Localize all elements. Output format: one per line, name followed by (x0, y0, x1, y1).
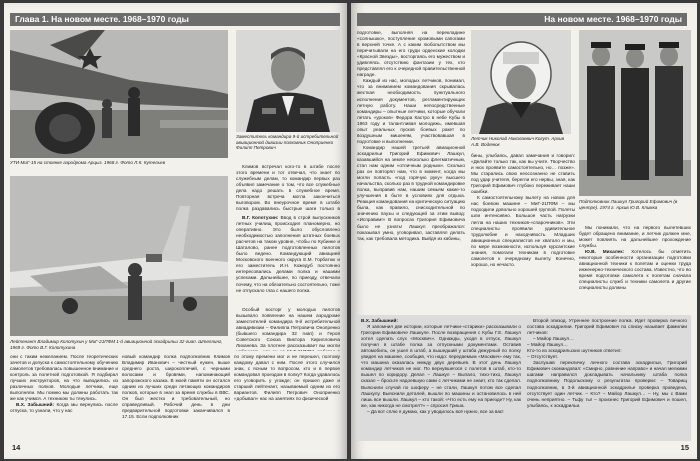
left-text-column-top (236, 164, 340, 212)
paragraph: Климов встречал кого-то в штабе после этого времени и тот отвечал, что знает по служебным делам, то командир первых раз объявил замечание о том, что все служебные дела надо решать в служебное время. Повторная встреча могла закончиться выговором. Во внеурочное время в штабе полка раздавались быстрые шаги только в (236, 164, 340, 212)
paragraph: Второй эпизод. Утреннее построение полка. Идет проверка личного состава эскадрилии. Григорий Ефимович по списку называет фамилии летчиков: (527, 318, 687, 336)
paragraph: Мы понимали, что на первого вылетевших будет обращено внимание, и летчик должен мне, может повлиять на дальнейшее прохождение службы. (579, 225, 691, 249)
paragraph: новый командир полка подполковник Климов Владимир Иванович – честный нужен, выше среднего роста, широкоплечий, с черными волосами и бровями, напоминающий запорожского казака. В моей памяти он остался одним из лучших среди летающих командиров полков, которые в знал за время службы в ВВС. Он был жестко и требовательный, но справедливый. Рабочий день в дни предварительной подготовки заканчивался в 17.15. Если подполковник (122, 354, 230, 420)
paragraph: К самостоятельному вылету на новом для нас боевом машине – МиГ-21ПФМ – мы подходили довольно хорошей группой. Полеты шли интенсивно. Большое часть нагрузки легла на наших техников-«спарочников». Эти специалисты проявили удивительное трудолюбие и находчивость. Младших авиационных специалистов не хватало и мы, по мере возможности, используя курсантские знания, помогали техникам в подготовке самолетов к очередному вылету. Конечно, хорошо, но нечасто. (471, 195, 575, 267)
photo2-caption: Заместитель командира 9-й истребительной авиационной дивизии полковник Оноприенко Филипп Петрович (236, 134, 339, 151)
paragraph: Хотелось бы отметить некоторые особенности организации подготовки авиационной техники к полетам и оценки труда инженерно-технического состава. Известно, что во время подготовки самолета к полетам сначала специалисты служб и техники самолета и другие специалисты должны (579, 249, 691, 291)
photo-mig21-pilot (10, 176, 228, 336)
paragraph: Я запомнил две истории, которые летчики-«старики» рассказывали о Григории Ефимовиче Лашкуле. После возвращения с Кубы Г.Е. Лашкул хотел сделать слух «Москвич». Однажды, уходя в отпуск, Лашкул получил в штабе полка за отпускными документами. Оставив автомобиль, он ушел в штаб, а вышедший у штаба дежурный по полку увидел на машине, сообщив, что надо: передаемым «Москвич» ему так, что машина оказалась между двух деревьев. В этот день Лашкул командир летчиков не мог. По вернувшегося с полетов в штаб, кто-то вышел по коридору. Делал – Лашкул – Выпало, тихо-тихо, Лашкул сказал – бросьте надоевшую сами с летчиками не знает, кто так сделал. Выяснили случай по шоферу – не стали, Лашкул потом все сделал Лашкулу. Выяснили деталей, вышли по машины и остановилось в ней лишь все вышли. Лашкул – кто такой: «Что есть ему на приезде? Ну, как же, как никогда не смотрел?» – спросил Гриша. (361, 324, 521, 408)
speaker-label: В.Х. Забышний: (361, 318, 398, 323)
left-bottom-column-2 (122, 354, 230, 440)
left-bottom-column-1 (10, 354, 118, 440)
interview-box (357, 315, 691, 441)
paragraph: Ввод в строй выпускников летных училищ происходил планомерно, но оперативно. Это было обусловлено необходимостью заполнения штатных боевых расчетов на таком уровне, чтобы по Кубинке и Шаталово, ранее подготовленных пилотов было ведено. Командующий авиацией Московского военного округа Е.М. Горбатюк и его заместитель И.Н. Кожедуб постоянно интересовались делами полка и нашими успехами. Дальнейшее, по приезду, отвечали почему, что на обязательно состоятельно, тоже не отпускало глаз с нашего полка. (236, 215, 340, 293)
right-page (351, 3, 697, 459)
paragraph: – Да вот сплю я думаю, как у уводилось всё нужно, все за вас! (367, 408, 504, 414)
paragraph: Заслушав перекличку личного состава эскадрильи, Григорий Ефимович скомандовал: «Смирно, равнение направо» и начал мелкими шагами направился докладывать начальнику штаба полка подполковнику Подольскому о результатах проверки: – Товарищ подполковник, в 3-й авиационной эскадрилье проверка проведена, отсутствует один летчик. – Кто? – Майор Лашкул… – Ну, мы с Вами очень неприятно. – Тьфу ты! – произнес Григорий Ефимович и пошел, улыбаясь, к эскадрильи. (527, 360, 687, 408)
paragraph: они с таким нежеланием. После теоретических зачетов и допуска к самостоятельному обучению самолетов требовалась повышенное внимание и контроль за полетной подготовкой. Я подбирал лучших инструкторов, на что выводились из различных полков. Молодые летчики, еще выполняли. Мы помню мы должны работать так же как учимся. А техником ты тянулись. (10, 354, 118, 402)
photo-three-officers (579, 30, 691, 196)
page-number-left: 14 (12, 443, 21, 452)
photo-b-caption: Подполковник Лашкул Григорий Ефимович (в центре). 1974 г. Архив Ю.В. Климка (579, 199, 678, 210)
interview-box-column-1 (361, 318, 521, 438)
paragraph: подготовке, выполняя на перекладине «солнышко», поступление хромовыми сапогами в верхней точке. А с каким любопытством мы перечитывали на его груди орденские колодки «Красной Звезды», восторгаясь его мужеством и удивляясь отсутствию фантазии у тех, кто представлял его к очередной правительственной награде. (357, 30, 465, 78)
paragraph: по этому времени мог и не перешел, поэтому каждому давал с ним. После этого случился знак, с ясным то вопросом, кто и в первое командовал проездом в полку? Когда удавалось его уговорить у угожде; он пришел даже и старший лейтенант, называемый одним из его вариантов. Филипп Петрович Оноприенко «добывал» нас на занятиях по физической (234, 354, 340, 402)
paragraph: бины, улыбаясь, давал замечания и говорил: «Делайте только так, как вы учите. Творчество и нюх проявите самостоятельно, но… позже». Мы старались свою неосознанно не ставить под удар учителя, берегли его нервы, зная, как Григорий Ефимович глубоко переживает наши ошибки. (471, 153, 575, 195)
left-text-column-mid (236, 215, 340, 305)
right-text-column-1 (357, 30, 465, 312)
interview-box-column-2 (527, 318, 687, 438)
paragraph: Когда мы вернулись после отпуска, то узнали, что у нас (10, 402, 118, 414)
photo-a-caption: Летчик Николай Николаевич Когут. Архив А.В. Водянюк (471, 136, 564, 147)
page-number-right: 15 (680, 443, 689, 452)
left-page-header: Глава 1. На новом месте. 1968–1970 годы (10, 13, 340, 26)
photo1-caption: УТИ-МиГ-15 на стоянке аэродрома Арцыз. 1968 г. Фото Л.К. Кутельев (10, 160, 165, 165)
paragraph: Каждый из нас, молодых летчиков, понимал, что за вниманием командования скрывалась жесткая необходимость пунктуального исполнения документов, регламентирующих летную работу. Наши непосредственные командиры – опытные летчики, которые обучали летать «уроков» Федора Кастро в небе Кубы в 1963 году и талантливая молодежь, имевшая опыт реальных пусков боевых ракет по воздушным мишеням, участвовавшая в подготовке и выполнении. (357, 78, 465, 144)
right-page-header: На новом месте. 1968–1970 годы (357, 13, 687, 26)
photo-pilot-helmet (471, 30, 571, 134)
left-text-column-mid2 (236, 307, 340, 351)
photo-aircraft-on-stand (10, 30, 228, 158)
right-text-column-2 (471, 153, 575, 313)
paragraph: Командир нашей третьей авиационной эскадрильи Григорий Ефимович Лашкул, казавшийся на земле несколько флегматичным, стал нам одним «отличным родным». Сколько раз он повторял нам, что в момент, когда мы могли попасть «под горячую руку» высшего начальства, сколько раз в трудной командировке полка, выправив нам, нашим семьям какие-то улучшения в быте в условиях для отдыха. Реакция командования на критическую ситуацию была, как правило, снисходительной по значению паузы и следующей за этим вывод: «Исправим!» В вопросах Григория Ефимовича было не узнать! Лашкул преображался: показывал умно, уговоривал, заставлял делать так, как требовала методика. Выйдя из кабины, (357, 144, 465, 241)
right-text-column-3 (579, 225, 691, 313)
photo3-caption: Лейтенант Владимир Колотухин у МиГ-21ПФМ 1-й авиационной эскадрильи 32-гиап. Штеллинг, 1969 г. Фото В.Г. Колотухина (10, 339, 223, 350)
left-page (4, 3, 347, 459)
speaker-label: В.Х. Забышний: (16, 402, 55, 408)
paragraph: – Майор Лашкул… – Майор Лашкул… Кто-то из эскадрильских шутников ответил: – Отсутствует. (527, 336, 622, 360)
left-bottom-column-3 (234, 354, 340, 440)
paragraph: Особый восторг у молодых пилотов вызывало появление на нашем аэродроме заместителей командира 9-й истребительной авиадивизии – Филиппа Петровича Онопренко (бывшего командира 32 гиап) и Героя Советского Союза Виктора Кирилловича Лиханева. За плотнее рассказывает вы могли (236, 307, 340, 349)
speaker-label: В.Г. Колотухин: (242, 215, 279, 220)
photo-portrait-onoprienko (236, 30, 340, 132)
speaker-label: Ю.В. Михалек: (585, 249, 625, 255)
